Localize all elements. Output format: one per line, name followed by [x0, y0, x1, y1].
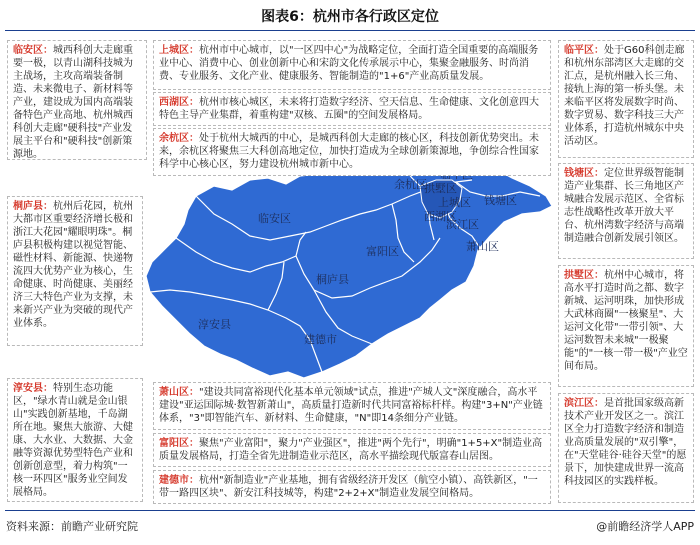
map-region-main: [146, 148, 552, 378]
info-box-linping-text: 处于G60科创走廊和杭州东部湾区大走廊的交汇点，是杭州融入长三角、接轨上海的第一桥头堡。未来临平区将发展数字时尚、数字贸易、数字科技三大产业体系，打造杭州城东中央活动区。: [564, 45, 685, 147]
info-box-xihu-name: 西湖区：: [159, 97, 199, 108]
info-box-tonglu-name: 桐庐县：: [13, 201, 53, 212]
info-box-xihu: [153, 92, 551, 126]
source-note: 资料来源：前瞻产业研究院: [6, 520, 138, 533]
info-box-tonglu: [7, 196, 143, 346]
info-box-gongshu-name: 拱墅区：: [564, 270, 604, 281]
info-box-xihu-text: 杭州市核心城区，未来将打造数字经济、空天信息、生命健康、文化创意四大特色主导产业集群，着重构建"双核、五圈"的空间发展格局。: [159, 97, 539, 121]
map-label-tonglu: 桐庐县: [316, 273, 349, 286]
brand-note: @前瞻经济学人APP: [596, 520, 694, 533]
info-box-fuyang: [153, 433, 551, 467]
info-box-linping: [558, 40, 694, 158]
info-box-gongshu-text: 杭州中心城市，将高水平打造时尚之都、数字新城、运河明珠，加快形成大武林商圈"一核聚星"、大运河文化带"一带引领"、大运河数智未来城"一极聚能"的"一核一带一极"产业空间布局。: [564, 270, 688, 372]
map-label-xihu: 西湖区: [424, 210, 457, 223]
info-box-jiande: [153, 470, 551, 504]
map-label-yuhang: 余杭区: [394, 178, 427, 191]
info-box-tonglu-text: 杭州后花园，杭州大都市区重要经济增长极和浙江大花园"耀眼明珠"。桐庐县积极构建以视觉智能、磁性材料、新能源、快递物流四大优势产业为核心，生命健康、时尚健康、美丽经济三大特色产业为支撑，未来新兴产业为突破的现代产业体系。: [13, 201, 133, 329]
map-label-shangcheng: 上城区: [438, 196, 471, 209]
chart-title: 图表6：杭州市各行政区定位: [261, 9, 439, 25]
info-box-binjiang-name: 滨江区：: [564, 398, 604, 409]
info-box-xiaoshan-name: 萧山区：: [159, 387, 199, 398]
info-box-shangcheng-text: 杭州市中心城市，以"一区四中心"为战略定位，全面打造全国重要的高端服务业中心、消费中心、创业创新中心和宋韵文化传承展示中心，集聚金融服务、时尚消费、专业服务、文化产业、健康服务、智能制造的"1+6"产业高质量发展。: [159, 45, 539, 82]
info-box-linping-name: 临平区：: [564, 45, 604, 56]
info-box-jiande-name: 建德市：: [159, 475, 199, 486]
info-box-linan-name: 临安区：: [13, 45, 53, 56]
info-box-gongshu: [558, 265, 694, 387]
info-box-xiaoshan: [153, 382, 551, 430]
info-box-qiantang: [558, 163, 694, 259]
info-box-chunan-name: 淳安县：: [13, 383, 53, 394]
map-label-binjiang: 滨江区: [446, 218, 479, 231]
map-label-linan: 临安区: [258, 212, 291, 225]
map-label-qiantang: 钱塘区: [484, 194, 517, 207]
info-box-qiantang-name: 钱塘区：: [564, 168, 604, 179]
info-box-fuyang-name: 富阳区：: [159, 438, 199, 449]
info-box-xiaoshan-text: "建设共同富裕现代化基本单元领域"试点，推进"产城人文"深度融合，高水平建设"亚运国际城·数智新萧山"，高质量打造新时代共同富裕标杆样。构建"3+N"产业链体系，"3"即智能汽车、新材料、生命健康，"N"即14条细分产业链。: [159, 387, 543, 424]
info-box-shangcheng-name: 上城区：: [159, 45, 199, 56]
info-box-yuhang: [153, 128, 551, 176]
info-box-fuyang-text: 聚焦"产业富阳"，聚力"产业强区"，推进"两个先行"，明确"1+5+X"制造业高质量发展格局，打造全省先进制造业示范区，高水平描绘现代版富春山居图。: [159, 438, 543, 462]
map-label-gongshu: 拱墅区: [424, 182, 457, 195]
map-label-jiande: 建德市: [304, 333, 337, 346]
footer-rule: [5, 510, 695, 511]
map-label-chunan: 淳安县: [198, 318, 231, 331]
info-box-yuhang-name: 余杭区：: [159, 133, 199, 144]
info-box-jiande-text: 杭州"新制造业"产业基地，拥有省级经济开发区（航空小镇）、高铁新区，"一带一路四区块"、新安江科技城等，构建"2+2+X"制造业发展空间格局。: [159, 475, 538, 499]
info-box-shangcheng: [153, 40, 551, 90]
info-box-chunan: [7, 378, 143, 502]
info-box-yuhang-text: 处于杭州大城西的中心，是城西科创大走廊的核心区，科技创新优势突出。未来，余杭区将聚焦三大科创高地定位，加快打造成为全球创新策源地，争创综合性国家科学中心核心区，努力建设杭州城市新中心。: [159, 133, 539, 170]
info-box-binjiang-text: 是首批国家级高新技术产业开发区之一。滨江区全力打造数字经济和制造业高质量发展的"双引擎"，在"天堂硅谷·硅谷天堂"的愿景下，加快建成世界一流高科技园区的实践样板。: [564, 398, 687, 487]
info-box-binjiang: [558, 393, 694, 503]
map-label-xiaoshan: 萧山区: [466, 240, 499, 253]
map-label-fuyang: 富阳区: [366, 245, 399, 258]
info-box-linan-text: 城西科创大走廊重要一极，以青山湖科技城为主战场，主攻高端装备制造、未来微电子、新材料等产业，建设成为国内高端装备特色产业高地、杭州城西科创大走廊"硬科技"产业发展主平台和"硬科技"创新策源地。: [13, 45, 133, 160]
info-box-linan: [7, 40, 147, 160]
info-box-qiantang-text: 定位世界级智能制造产业集群、长三角地区产城融合发展示范区、全省标志性战略性改革开放大平台、杭州湾数字经济与高端制造融合创新发展引领区。: [564, 168, 684, 244]
info-box-chunan-text: 特别生态功能区，"绿水青山就是金山银山"实践创新基地，千岛湖所在地。聚焦大旅游、大健康、大水业、大数据、大金融等资源优势型特色产业和创新创意型，着力构筑"一核一环四区"服务业空间发展格局。: [13, 383, 133, 498]
